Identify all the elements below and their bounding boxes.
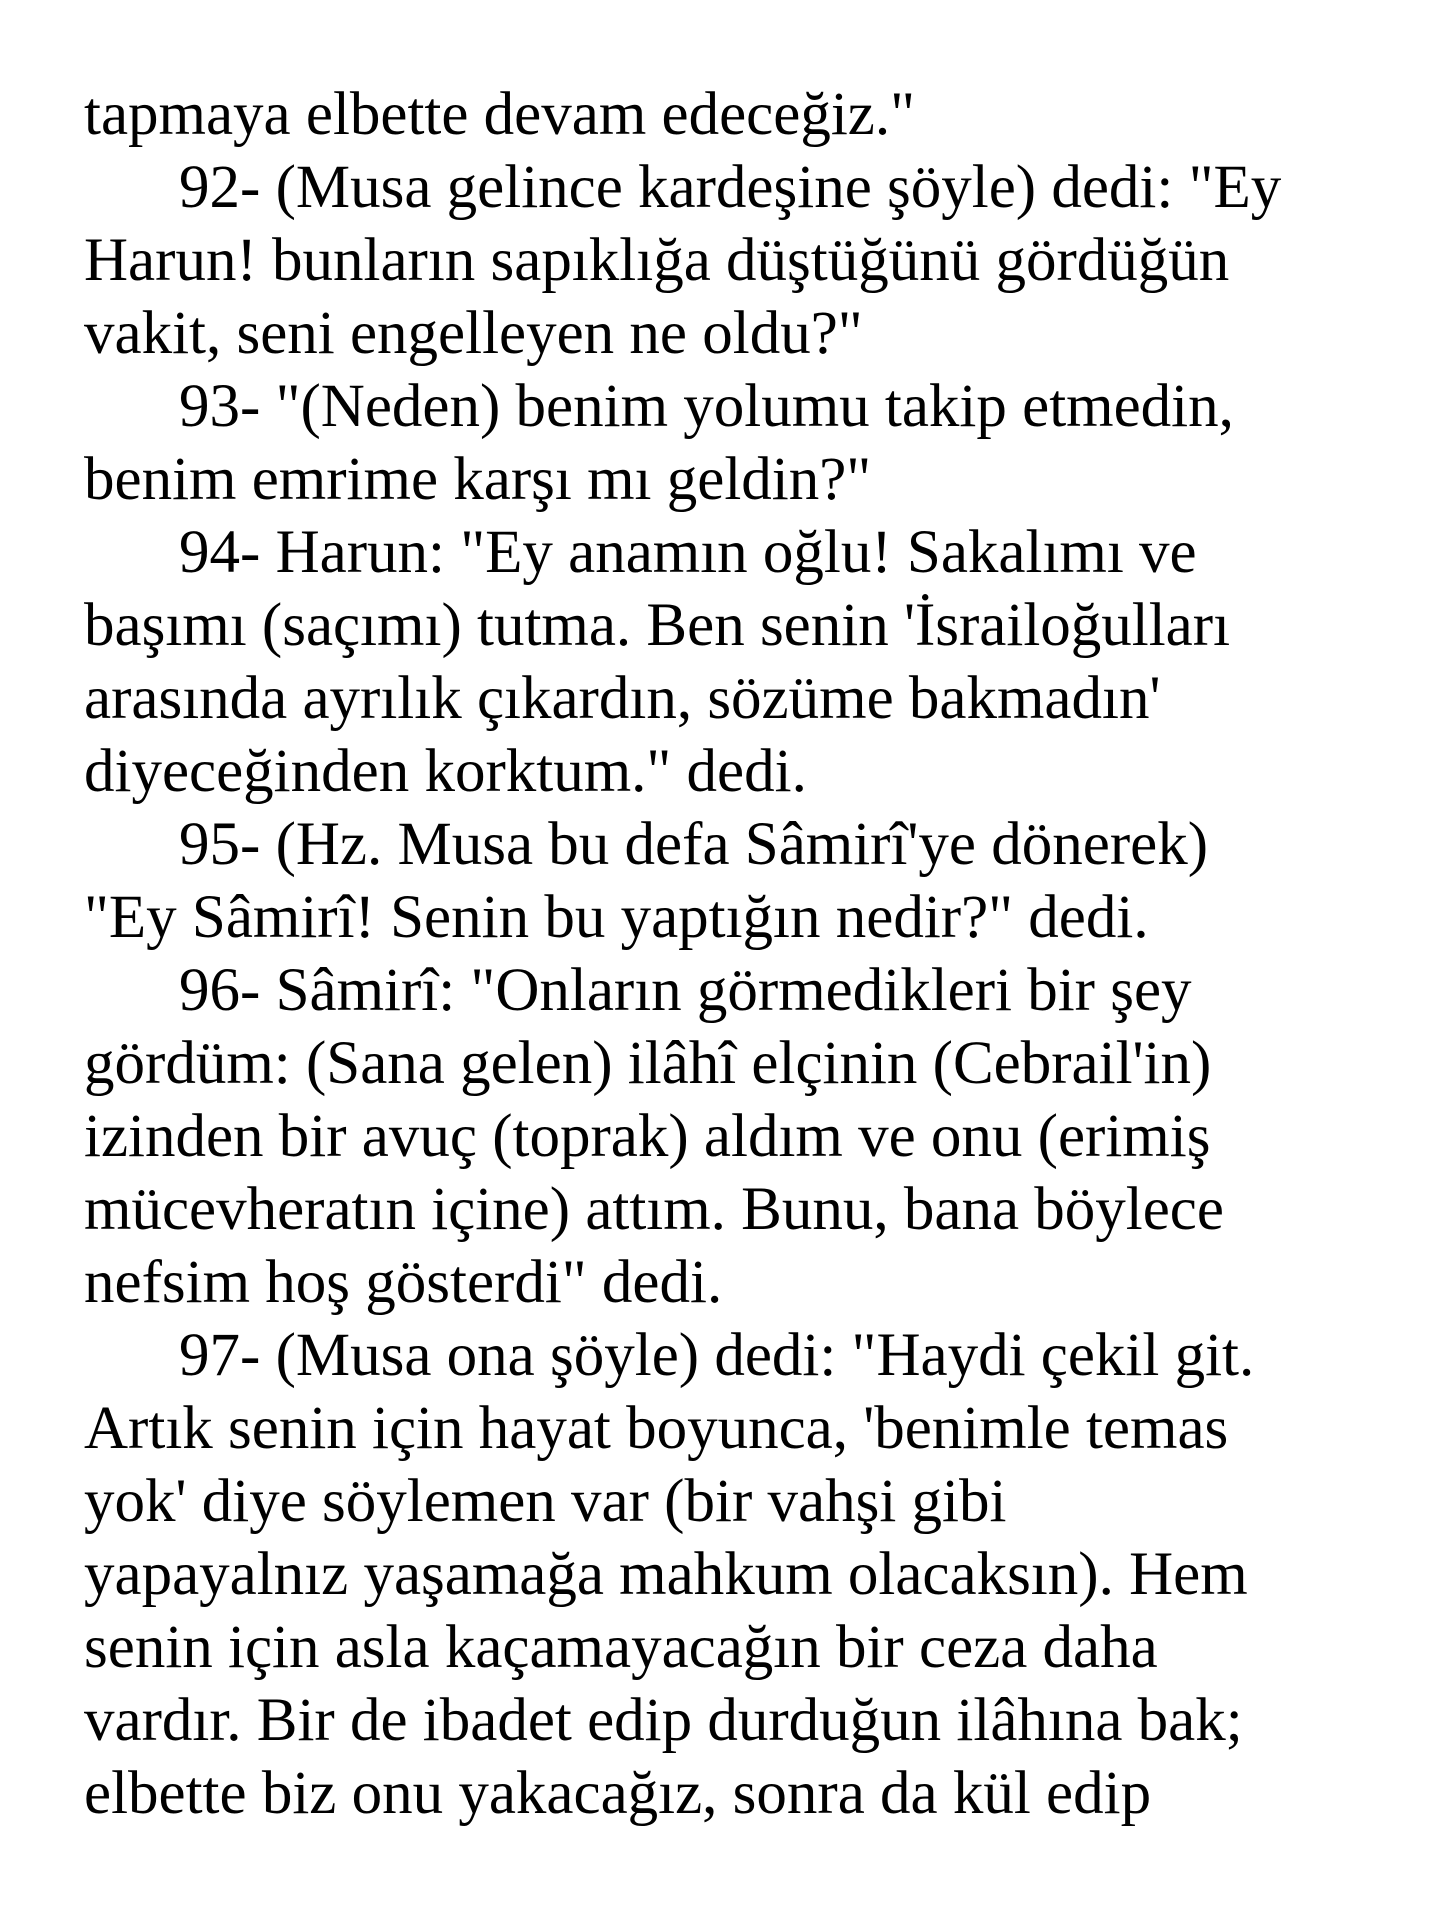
- text-line: diyeceğinden korktum." dedi.: [84, 738, 807, 805]
- document-page: [84, 78, 1384, 1830]
- text-line: "Ey Sâmirî! Senin bu yaptığın nedir?" dedi.: [84, 884, 1149, 951]
- text-line: vardır. Bir de ibadet edip durduğun ilâhına bak;: [84, 1687, 1243, 1754]
- text-line: yok' diye söylemen var (bir vahşi gibi: [84, 1468, 1007, 1535]
- text-line: 94- Harun: "Ey anamın oğlu! Sakalımı ve: [179, 519, 1197, 586]
- text-line: gördüm: (Sana gelen) ilâhî elçinin (Cebrail'in): [84, 1030, 1212, 1097]
- text-line: 97- (Musa ona şöyle) dedi: "Haydi çekil git.: [179, 1322, 1255, 1389]
- text-line: Artık senin için hayat boyunca, 'benimle temas: [84, 1395, 1229, 1462]
- text-line: 95- (Hz. Musa bu defa Sâmirî'ye dönerek): [179, 811, 1209, 878]
- text-line: izinden bir avuç (toprak) aldım ve onu (erimiş: [84, 1103, 1211, 1170]
- text-line: 96- Sâmirî: "Onların görmedikleri bir şey: [179, 957, 1192, 1024]
- text-line: yapayalnız yaşamağa mahkum olacaksın). Hem: [84, 1541, 1248, 1608]
- text-line: nefsim hoş gösterdi" dedi.: [84, 1249, 723, 1316]
- text-line: senin için asla kaçamayacağın bir ceza daha: [84, 1614, 1158, 1681]
- text-line: Harun! bunların sapıklığa düştüğünü gördüğün: [84, 227, 1230, 294]
- text-line: tapmaya elbette devam edeceğiz.": [84, 81, 916, 148]
- text-line: başımı (saçımı) tutma. Ben senin 'İsrailoğulları: [84, 592, 1231, 659]
- text-line: elbette biz onu yakacağız, sonra da kül edip: [84, 1760, 1152, 1827]
- text-line: benim emrime karşı mı geldin?": [84, 446, 872, 513]
- text-line: 93- "(Neden) benim yolumu takip etmedin,: [179, 373, 1234, 440]
- text-line: 92- (Musa gelince kardeşine şöyle) dedi: "Ey: [179, 154, 1282, 221]
- text-line: arasında ayrılık çıkardın, sözüme bakmadın': [84, 665, 1161, 732]
- text-line: vakit, seni engelleyen ne oldu?": [84, 300, 863, 367]
- text-line: mücevheratın içine) attım. Bunu, bana böylece: [84, 1176, 1224, 1243]
